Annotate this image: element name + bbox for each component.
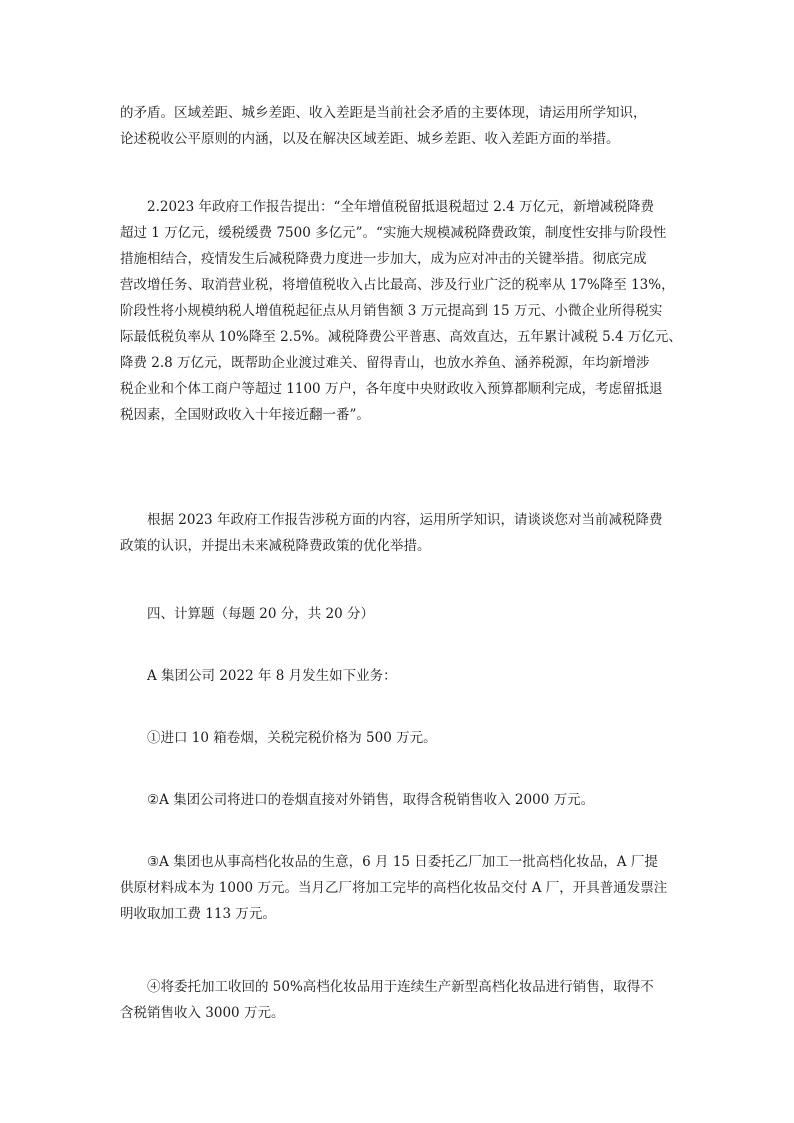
business-item-1: [120, 725, 665, 751]
text-line: 含税销售收入 3000 万元。: [120, 1005, 285, 1021]
business-item-3: [120, 849, 668, 927]
business-item-2: [120, 787, 665, 813]
text-line: 政策的认识，并提出未来减税降费政策的优化举措。: [120, 538, 431, 554]
text-line: ③A 集团也从事高档化妆品的生意，6 月 15 日委托乙厂加工一批高档化妆品，A 厂提: [147, 854, 658, 870]
text-line: 四、计算题（每题 20 分，共 20 分）: [147, 606, 375, 622]
text-line: 阶段性将小规模纳税人增值税起征点从月销售额 3 万元提高到 15 万元、小微企业所得税实: [120, 303, 663, 319]
text-line: ②A 集团公司将进口的卷烟直接对外销售，取得含税销售收入 2000 万元。: [147, 792, 595, 808]
text-line: 论述税收公平原则的内涵，以及在解决区域差距、城乡差距、收入差距方面的举措。: [120, 131, 620, 147]
text-line: 际最低税负率从 10%降至 2.5%。减税降费公平普惠、高效直达，五年累计减税 5.4 万亿元、: [120, 329, 682, 345]
text-line: 的矛盾。区域差距、城乡差距、收入差距是当前社会矛盾的主要体现，请运用所学知识，: [120, 105, 647, 121]
text-line: 税因素，全国财政收入十年接近翻一番”。: [120, 407, 370, 423]
text-line: 超过 1 万亿元，缓税缓费 7500 多亿元”。“实施大规模减税降费政策，制度性安排与阶段性: [120, 225, 667, 241]
text-line: ①进口 10 箱卷烟，关税完税价格为 500 万元。: [147, 730, 437, 746]
text-line: 营改增任务、取消营业税，将增值税收入占比最高、涉及行业广泛的税率从 17%降至 13%，: [120, 277, 675, 293]
section-heading-calculation: [120, 601, 665, 627]
text-line: 根据 2023 年政府工作报告涉税方面的内容，运用所学知识，请谈谈您对当前减税降费: [147, 512, 663, 528]
text-line: 明收取加工费 113 万元。: [120, 906, 276, 922]
calculation-intro-paragraph: [120, 663, 665, 689]
text-line: 措施相结合，疫情发生后减税降费力度进一步加大，成为应对冲击的关键举措。彻底完成: [120, 251, 647, 267]
text-line: 供原材料成本为 1000 万元。当月乙厂将加工完毕的高档化妆品交付 A 厂，开具普通发票注: [120, 880, 668, 896]
text-line: ④将委托加工收回的 50%高档化妆品用于连续生产新型高档化妆品进行销售，取得不: [147, 979, 654, 995]
text-line: 税企业和个体工商户等超过 1100 万户，各年度中央财政收入预算都顺利完成，考虑留抵退: [120, 381, 663, 397]
business-item-4: [120, 974, 665, 1026]
question-2-prompt-paragraph: [120, 507, 665, 559]
question-3-continuation-paragraph: [120, 100, 665, 152]
question-2-body-paragraph: [120, 194, 682, 428]
text-line: 2.2023 年政府工作报告提出：“全年增值税留抵退税超过 2.4 万亿元，新增减税降费: [147, 199, 654, 215]
text-line: A 集团公司 2022 年 8 月发生如下业务：: [147, 668, 397, 684]
text-line: 降费 2.8 万亿元，既帮助企业渡过难关、留得青山，也放水养鱼、涵养税源，年均新增涉: [120, 355, 650, 371]
